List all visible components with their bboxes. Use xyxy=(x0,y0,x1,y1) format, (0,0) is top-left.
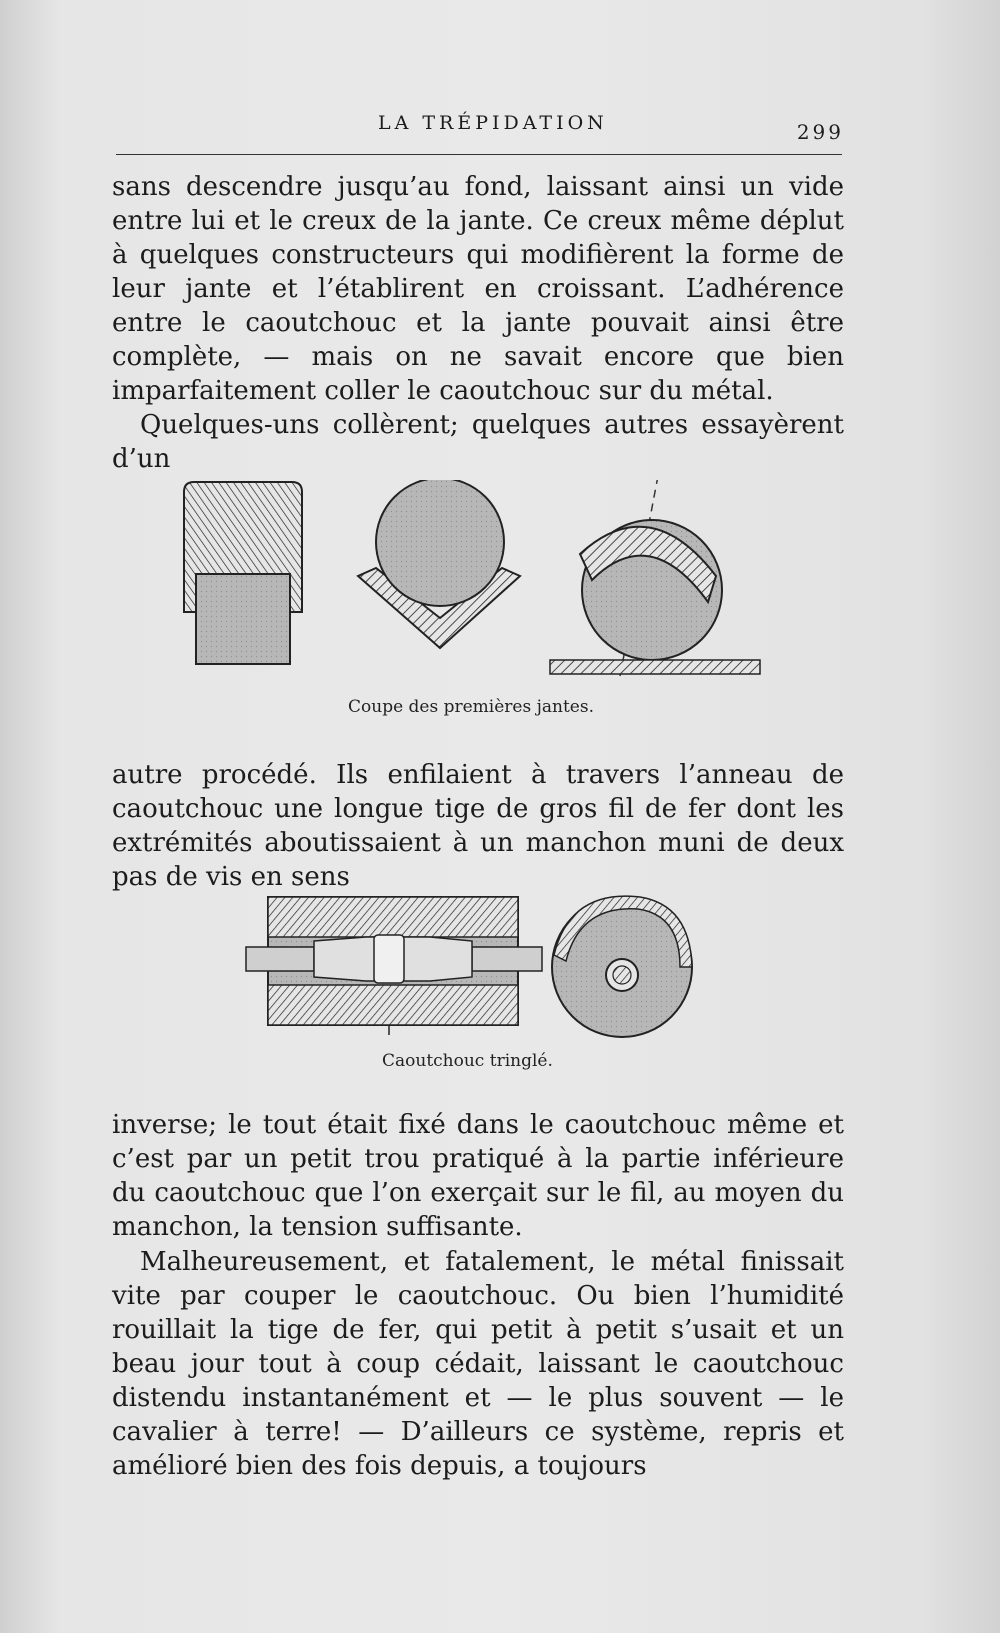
figure-2-caption: Caoutchouc tringlé. xyxy=(382,1051,553,1071)
figure-wired-tire xyxy=(240,885,700,1045)
page-header xyxy=(116,112,844,152)
round-tire-v-rim xyxy=(358,480,520,648)
paragraph-3: autre procédé. Ils enfilaient à travers l’anneau de caoutchouc une longue tige de gros fil de fer dont les extrémités aboutissaient à un manchon muni de deux pas de vis en sens xyxy=(112,760,844,892)
paragraph-2: Quelques-uns collèrent; quelques autres essayèrent d’un xyxy=(112,410,844,474)
figure-rim-sections xyxy=(180,480,820,710)
header-rule xyxy=(116,154,842,155)
crescent-rim-tire xyxy=(550,480,760,676)
figure-1-caption: Coupe des premières jantes. xyxy=(348,697,594,717)
longitudinal-section xyxy=(246,897,542,1035)
cross-section xyxy=(552,896,692,1037)
paragraph-5: Malheureusement, et fatalement, le métal finissait vite par couper le caoutchouc. Ou bien l’humidité rouillait la tige de fer, qui petit à petit s’usait et un beau jour tout à coup cédait, laissant le caoutchouc distendu instantanément et — le plus souvent — le cavalier à terre! — D’ailleurs ce système, repris et amélioré bien des fois depuis, a toujours xyxy=(112,1247,844,1481)
paragraph-4: inverse; le tout était fixé dans le caoutchouc même et c’est par un petit trou pratiqué à la partie inférieure du caoutchouc que l’on exerçait sur le fil, au moyen du manchon, la tension suffisante. xyxy=(112,1110,844,1242)
running-title: LA TRÉPIDATION xyxy=(378,112,608,134)
paragraph-1: sans descendre jusqu’au fond, laissant ainsi un vide entre lui et le creux de la jante. Ce creux même déplut à quelques constructeurs qui modifièrent la forme de leur jante et l’établirent en croissant. L’adhérence entre le caoutchouc et la jante pouvait ainsi être complète, — mais on ne savait encore que bien imparfaitement coller le caoutchouc sur du métal. xyxy=(112,172,844,406)
wooden-rim-square-tire xyxy=(184,482,302,664)
page-number: 299 xyxy=(796,120,844,144)
